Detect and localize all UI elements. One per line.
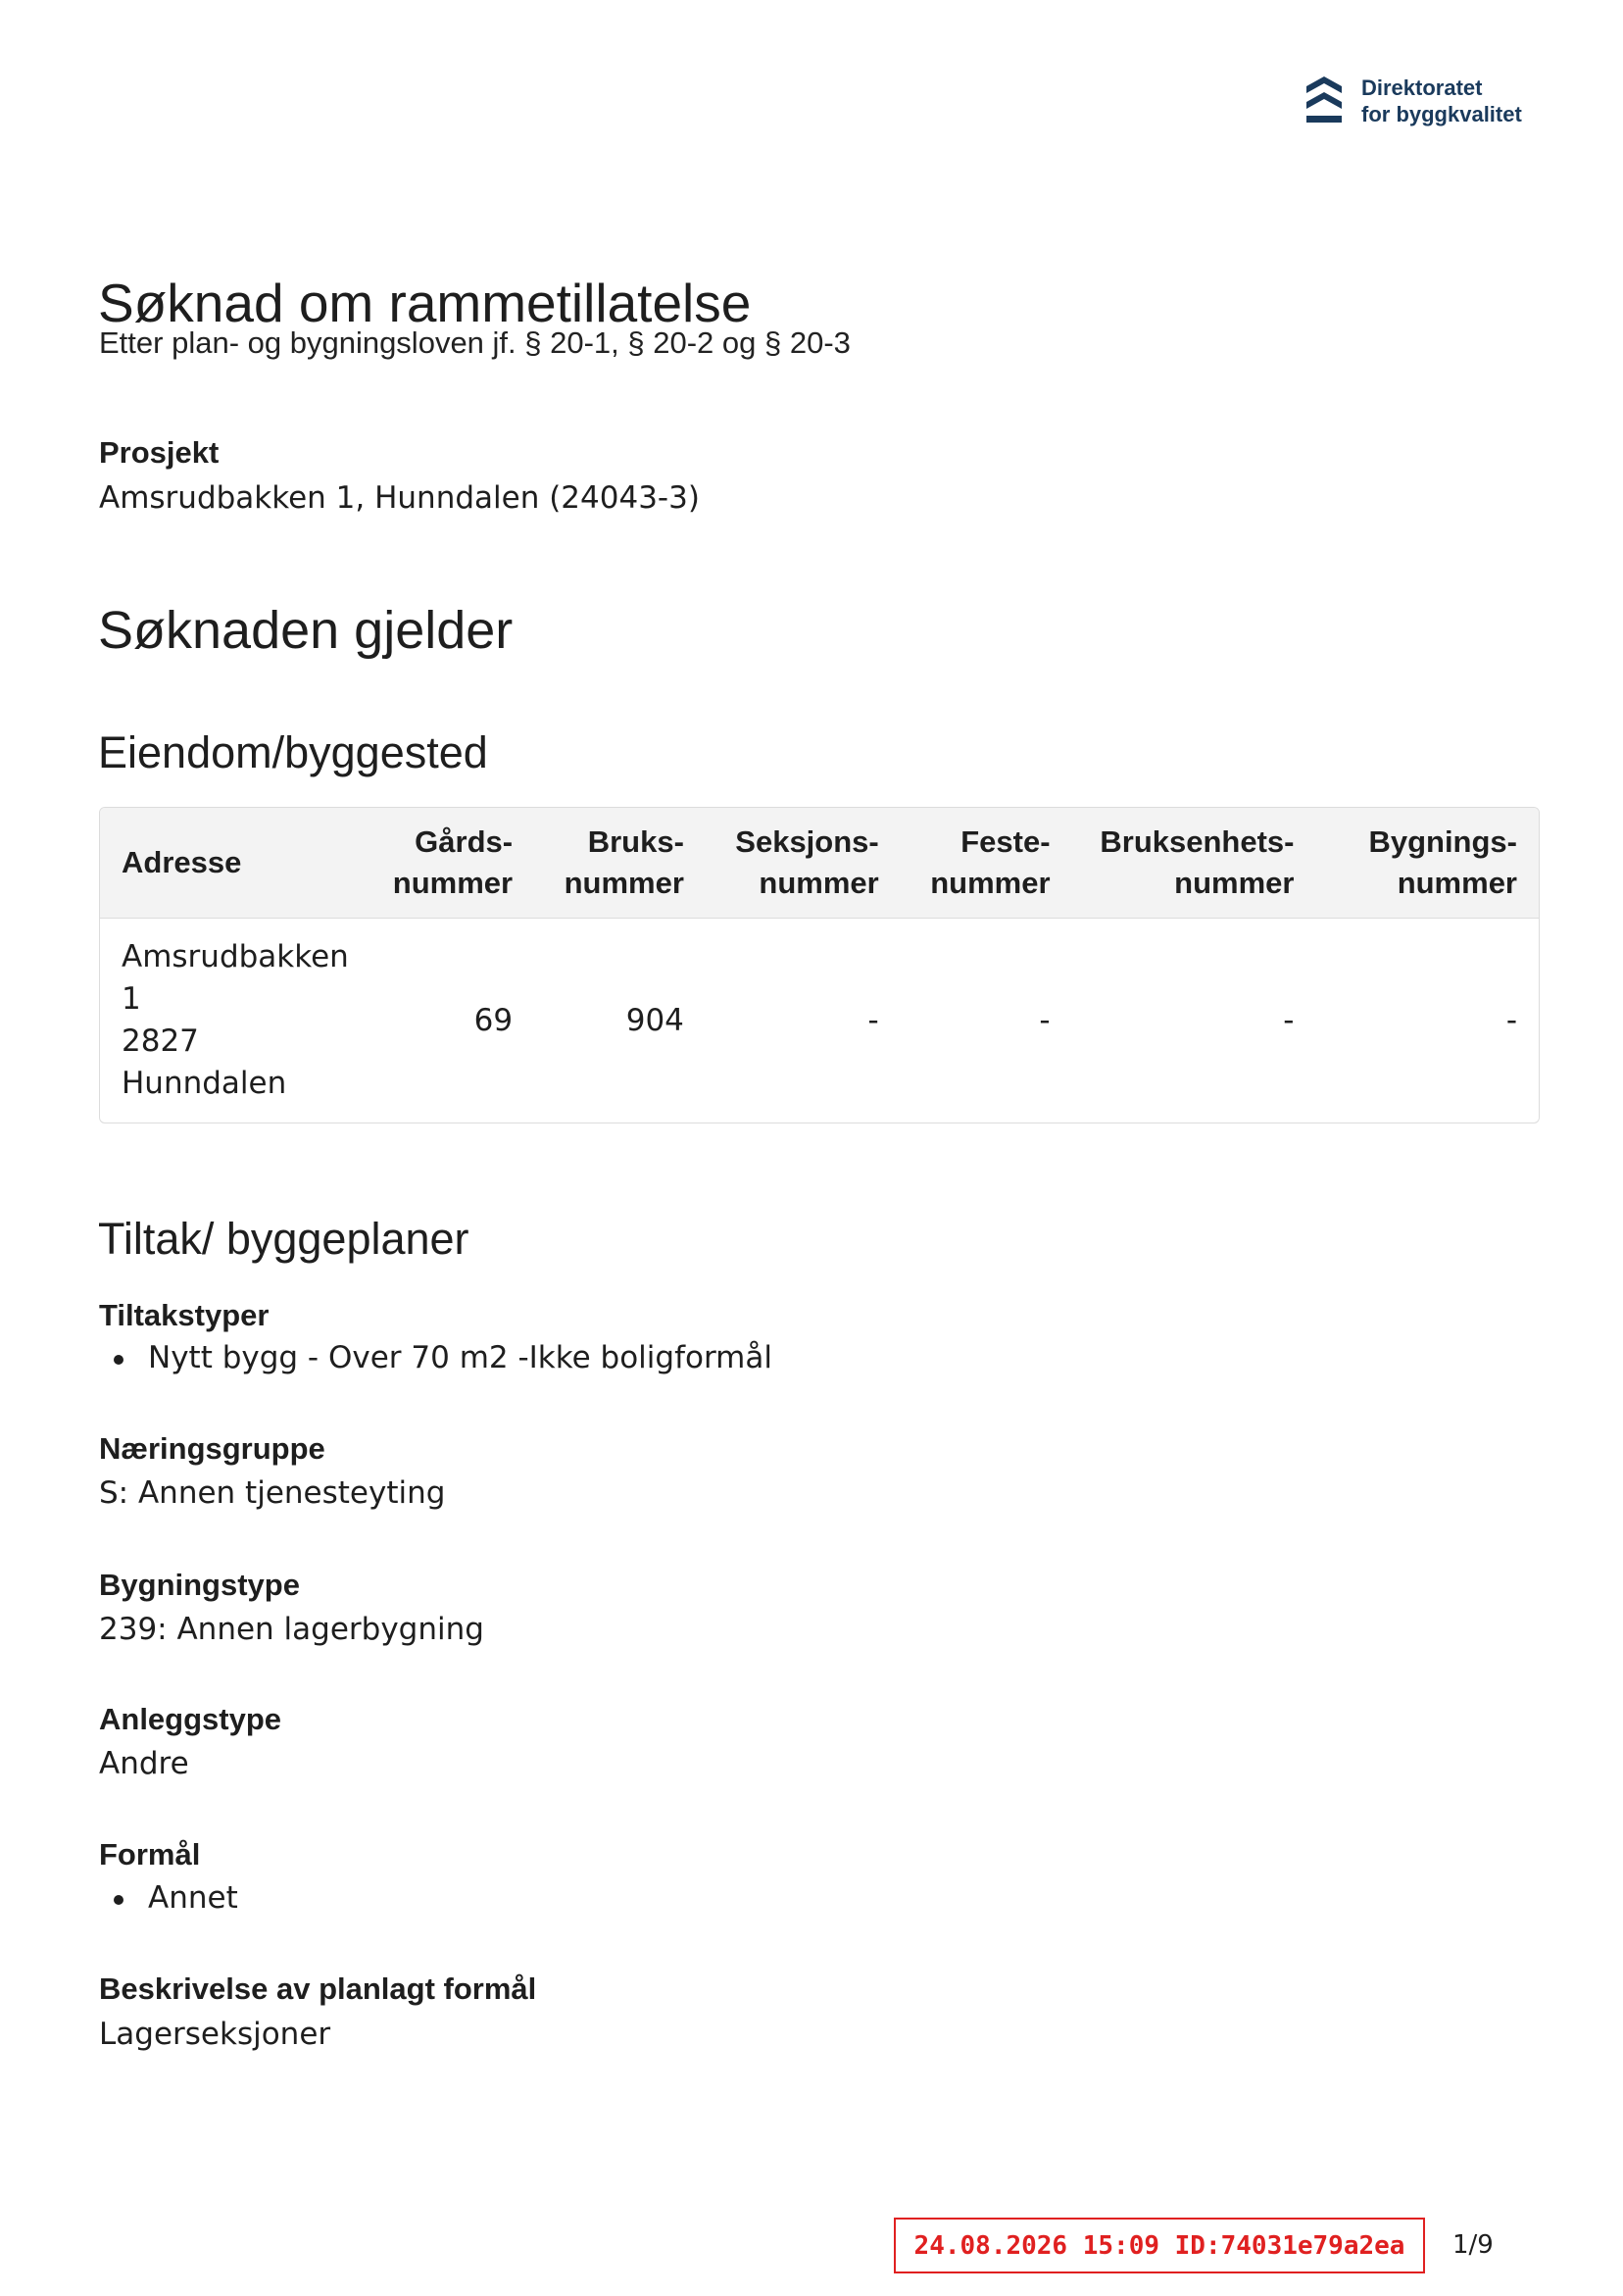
cell-bygningsnummer: -	[1505, 1002, 1517, 1038]
table-header-row	[100, 808, 1539, 919]
list-item: Annet	[99, 1877, 238, 1919]
beskrivelse-value: Lagerseksjoner	[99, 2017, 331, 2052]
naeringsgruppe-value: S: Annen tjenesteyting	[99, 1475, 446, 1511]
list-item: Nytt bygg - Over 70 m2 -Ikke boligformål	[99, 1337, 772, 1378]
cell-adresse: Amsrudbakken 1 2827 Hunndalen	[122, 939, 349, 1101]
brand-name-line2: for byggkvalitet	[1361, 102, 1522, 126]
cell-bruksenhetsnummer: -	[1283, 1002, 1295, 1038]
document-title: Søknad om rammetillatelse	[98, 273, 752, 333]
cell-gardsnummer: 69	[473, 1002, 514, 1038]
brand-name-line1: Direktoratet	[1361, 75, 1483, 100]
page-number: 1/9	[1452, 2230, 1494, 2260]
section-heading: Søknaden gjelder	[98, 601, 514, 660]
tiltakstyper-label: Tiltakstyper	[99, 1298, 270, 1332]
col-header-seksjonsnummer: Seksjons- nummer	[706, 808, 901, 919]
bygningstype-label: Bygningstype	[99, 1568, 300, 1602]
property-heading: Eiendom/byggested	[98, 727, 488, 777]
bygningstype-value: 239: Annen lagerbygning	[99, 1612, 484, 1647]
tiltakstyper-list	[99, 1337, 772, 1378]
col-header-bygningsnummer: Bygnings- nummer	[1315, 808, 1539, 919]
property-table	[99, 807, 1540, 1123]
document-subtitle: Etter plan- og bygningsloven jf. § 20-1, § 20-2 og § 20-3	[99, 325, 851, 360]
project-value: Amsrudbakken 1, Hunndalen (24043-3)	[99, 480, 700, 516]
cell-seksjonsnummer: -	[867, 1002, 879, 1038]
col-header-bruksenhetsnummer: Bruksenhets- nummer	[1072, 808, 1316, 919]
col-header-adresse: Adresse	[100, 808, 370, 919]
project-label: Prosjekt	[99, 435, 220, 470]
formal-list	[99, 1877, 238, 1919]
col-header-bruksnummer: Bruks- nummer	[534, 808, 706, 919]
cell-festenummer: -	[1039, 1002, 1051, 1038]
brand-logo	[1304, 75, 1522, 127]
col-header-gardsnummer: Gårds- nummer	[370, 808, 534, 919]
formal-label: Formål	[99, 1837, 201, 1872]
table-row	[100, 919, 1539, 1123]
brand-name	[1361, 75, 1522, 127]
cell-bruksnummer: 904	[625, 1002, 684, 1038]
dibk-chevron-icon	[1304, 75, 1344, 125]
naeringsgruppe-label: Næringsgruppe	[99, 1431, 325, 1466]
timestamp-stamp: 24.08.2026 15:09 ID:74031e79a2ea	[894, 2218, 1425, 2273]
col-header-festenummer: Feste- nummer	[901, 808, 1072, 919]
anleggstype-label: Anleggstype	[99, 1702, 282, 1736]
anleggstype-value: Andre	[99, 1746, 189, 1781]
tiltak-heading: Tiltak/ byggeplaner	[98, 1214, 469, 1264]
beskrivelse-label: Beskrivelse av planlagt formål	[99, 1972, 537, 2006]
